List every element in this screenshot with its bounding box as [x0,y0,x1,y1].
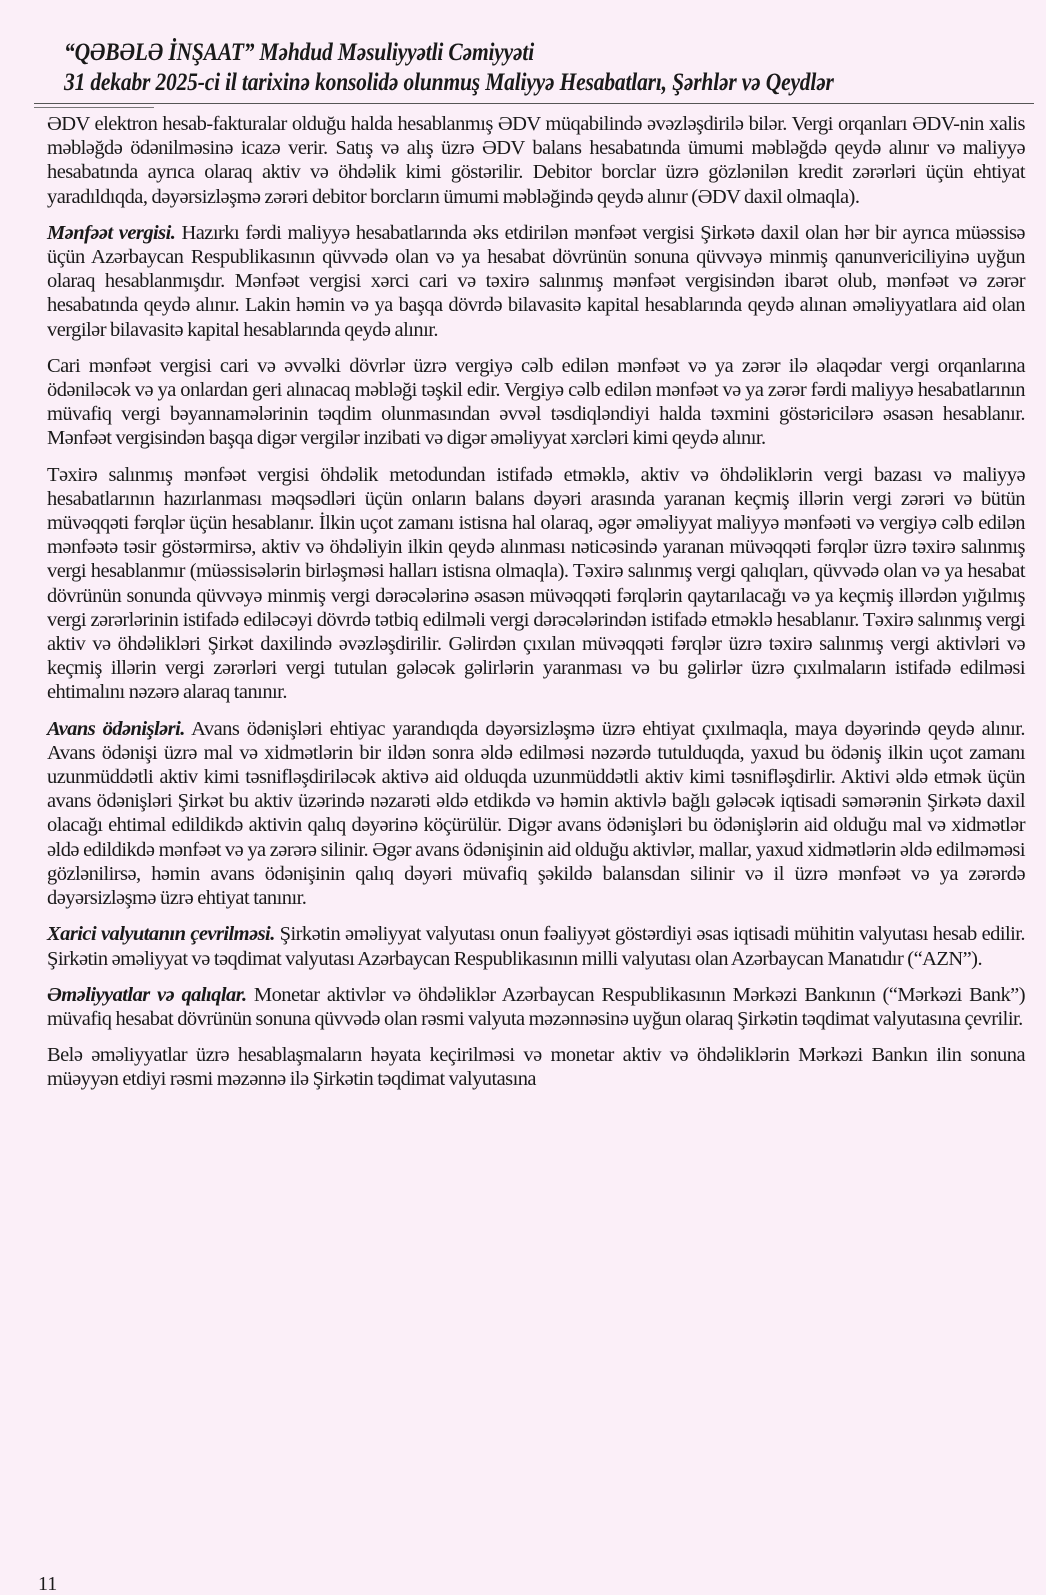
paragraph-text: Cari mənfəət vergisi cari və əvvəlki dövrlər üzrə vergiyə cəlb edilən mənfəət və ya zərər ilə əlaqədar vergi orqanlarına ödəniləcək və ya onlardan geri alınacaq məbləği təşkil edir. Vergiyə cəlb edilən mənfəət və ya zərər fərdi maliyyə hesabatlarının müvafiq vergi bəyannamələrinin təqdim olunmasından əvvəl təsdiqləndiyi halda təxmini göstəricilərə əsasən hesablanır. Mənfəət vergisindən başqa digər vergilər inzibati və digər əməliyyat xərcləri kimi qeydə alınır. [47,354,1025,450]
paragraph-text: Monetar aktivlər və öhdəliklər Azərbaycan Respublikasının Mərkəzi Bankının (“Mərkəzi Bank”) müvafiq hesabat dövrünün sonuna qüvvədə olan rəsmi valyuta məzənnəsinə uyğun olaraq Şirkətin təqdimat valyutasına çevrilir. [47,983,1025,1030]
paragraph-foreign-currency [47,922,1025,970]
paragraph-advance-payments [47,717,1025,911]
paragraph-heading: Əməliyyatlar və qalıqlar. [47,983,247,1006]
paragraph-text: Şirkətin əməliyyat valyutası onun fəaliyyət göstərdiyi əsas iqtisadi mühitin valyutası hesab edilir. Şirkətin əməliyyat və təqdimat valyutası Azərbaycan Respublikasının milli valyutası olan Azərbaycan Manatıdır (“AZN”). [47,923,1025,970]
paragraph-text: Hazırkı fərdi maliyyə hesabatlarında əks etdirilən mənfəət vergisi Şirkətə daxil olan hər bir ayrıca müəssisə üçün Azərbaycan Respublikasının qüvvədə olan və ya hesabat dövrünün sonuna qüvvəyə minmiş qanunvericiliyinə uyğun olaraq hesablanmışdır. Mənfəət vergisi xərci cari və təxirə salınmış mənfəət vergisindən ibarət olub, mənfəət və zərər hesabatında qeydə alınır. Lakin həmin və ya başqa dövrdə bilavasitə kapital hesablarında qeydə alınan əməliyyatlara aid olan vergilər bilavasitə kapital hesablarında qeydə alınır. [47,221,1025,341]
page-number: 11 [38,1573,58,1595]
paragraph-current-income-tax [47,354,1025,451]
paragraph-text: ƏDV elektron hesab-fakturalar olduğu halda hesablanmış ƏDV müqabilində əvəzləşdirilə bilər. Vergi orqanları ƏDV-nin xalis məbləğdə ödənilməsinə icazə verir. Satış və alış üzrə ƏDV balans hesabatında ümumi məbləğdə qeydə alınır və maliyyə hesabatında ayrıca olaraq aktiv və öhdəlik kimi göstərilir. Debitor borclar üzrə gözlənilən kredit zərərləri üçün ehtiyat yaradıldıqda, dəyərsizləşmə zərəri debitor borcların ümumi məbləğində qeydə alınır (ƏDV daxil olmaqla). [47,113,1025,208]
paragraph-deferred-tax [47,463,1025,705]
header-divider-short [34,107,154,108]
paragraph-income-tax [47,221,1025,342]
paragraph-vat [47,112,1025,209]
document-body [47,112,1025,1104]
company-name: “QƏBƏLƏ İNŞAAT” Məhdud Məsuliyyətli Cəmiyyəti [64,39,535,66]
paragraph-heading: Mənfəət vergisi. [47,221,176,244]
page-header [64,38,1034,98]
paragraph-heading: Xarici valyutanın çevrilməsi. [47,923,275,946]
paragraph-heading: Avans ödənişləri. [47,717,185,740]
document-subtitle: 31 dekabr 2025-ci il tarixinə konsolidə olunmuş Maliyyə Hesabatları, Şərhlər və Qeydlər [64,69,834,96]
paragraph-text: Avans ödənişləri ehtiyac yarandıqda dəyərsizləşmə üzrə ehtiyat çıxılmaqla, maya dəyərində qeydə alınır. Avans ödənişi üzrə mal və xidmətlərin bir ildən sonra əldə edilməsi nəzərdə tutulduqda, yaxud bu ödəniş ilkin uçot zamanı uzunmüddətli aktiv kimi təsnifləşdiriləcək aktivə aid olduqda uzunmüddətli aktiv kimi təsnifləşdirlir. Aktivi əldə etmək üçün avans ödənişləri Şirkət bu aktiv üzərində nəzarəti əldə etdikdə və həmin aktivlə bağlı gələcək iqtisadi səmərənin Şirkətə daxil olacağı ehtimal edildikdə aktivin qalıq dəyərinə köçürülür. Digər avans ödənişləri bu ödənişlərin aid olduğu mal və xidmətlər əldə edildikdə mənfəət və ya zərərə silinir. Əgər avans ödənişinin aid olduğu aktivlər, mallar, yaxud xidmətlərin əldə edilməməsi gözlənilirsə, həmin avans ödənişinin qalıq dəyəri müvafiq şəkildə balansdan silinir və il üzrə mənfəət və ya zərərdə dəyərsizləşmə üzrə ehtiyat tanınır. [47,717,1025,910]
paragraph-transactions-balances [47,983,1025,1031]
paragraph-text: Təxirə salınmış mənfəət vergisi öhdəlik metodundan istifadə etməklə, aktiv və öhdəliklərin vergi bazası və maliyyə hesabatlarının hazırlanması məqsədləri üçün onların balans dəyəri arasında yaranan keçmiş illərin vergi zərəri və bütün müvəqqəti fərqlər üçün hesablanır. İlkin uçot zamanı istisna hal olaraq, əgər əməliyyat maliyyə mənfəəti və vergiyə cəlb edilən mənfəətə təsir göstərmirsə, aktiv və öhdəliyin ilkin qeydə alınması nəticəsində yaranan müvəqqəti fərqlər üzrə təxirə salınmış vergi hesablanmır (müəssisələrin birləşməsi halları istisna olmaqla). Təxirə salınmış vergi qalıqları, qüvvədə olan və ya hesabat dövrünün sonunda qüvvəyə minmiş vergi dərəcələrinə əsasən müvəqqəti fərqlərin qaytarılacağı və ya keçmiş illərdən yığılmış vergi zərərlərinin istifadə ediləcəyi dövrdə tətbiq edilməli vergi dərəcələrindən istifadə etməklə hesablanır. Təxirə salınmış vergi aktiv və öhdəlikləri Şirkət daxilində əvəzləşdirilir. Gəlirdən çıxılan müvəqqəti fərqlər üzrə təxirə salınmış vergi aktivləri və keçmiş illərin vergi zərərləri vergi tutulan gələcək gəlirlərin yaranması və bu gəlirlər üzrə çıxılmaların istifadə edilməsi ehtimalını nəzərə alaraq tanınır. [47,463,1025,704]
header-divider [34,103,1034,104]
paragraph-text: Belə əməliyyatlar üzrə hesablaşmaların həyata keçirilməsi və monetar aktiv və öhdəliklərin Mərkəzi Bankın ilin sonuna müəyyən etdiyi rəsmi məzənnə ilə Şirkətin təqdimat valyutasına [47,1044,1025,1091]
paragraph-settlements [47,1043,1025,1091]
